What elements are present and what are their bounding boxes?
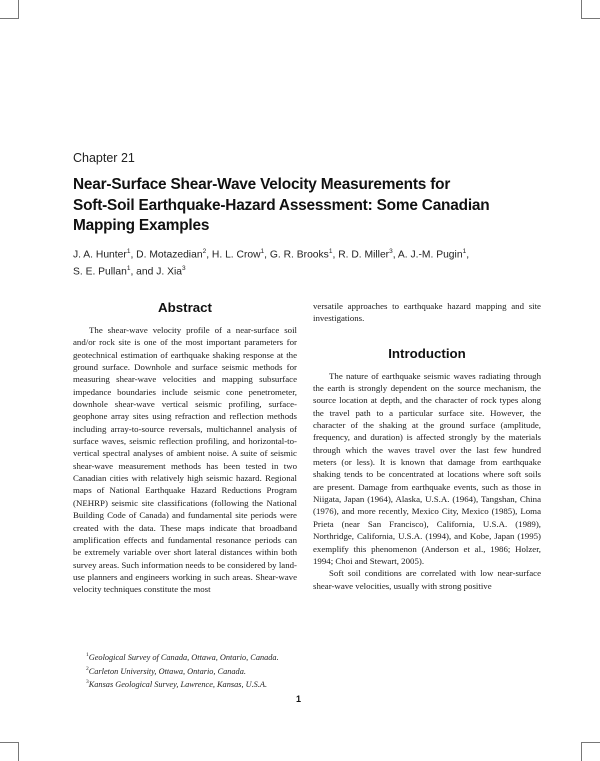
crop-mark-bottom-right <box>581 742 600 761</box>
crop-mark-top-right <box>581 0 600 19</box>
footnotes <box>86 650 279 691</box>
author-name: , and J. Xia <box>130 266 182 278</box>
left-column <box>73 300 297 596</box>
footnote-mark: 1 <box>86 652 89 658</box>
chapter-label: Chapter 21 <box>73 151 135 165</box>
author-name: S. E. Pullan <box>73 266 127 278</box>
footnote-text: Carleton University, Ottawa, Ontario, Canada. <box>88 666 246 676</box>
footnote <box>86 650 279 664</box>
footnote-mark: 2 <box>86 665 89 672</box>
crop-mark-top-left <box>0 0 19 19</box>
affiliation-mark: 1 <box>462 248 467 255</box>
footnote <box>86 664 279 678</box>
affiliation-mark: 3 <box>181 265 186 273</box>
affiliation-mark: 1 <box>260 248 265 255</box>
author-name: J. A. Hunter <box>73 249 127 261</box>
paper-title <box>73 175 493 237</box>
affiliation-mark: 2 <box>202 248 207 255</box>
footnote <box>86 677 279 691</box>
introduction-heading: Introduction <box>388 345 466 361</box>
author-name: , D. Motazedian <box>130 249 203 261</box>
page-number: 1 <box>296 694 302 704</box>
author-separator: , <box>466 249 470 261</box>
title-line-2: Soft-Soil Earthquake-Hazard Assessment: Some Canadian <box>73 196 490 214</box>
abstract-heading: Abstract <box>158 300 212 315</box>
right-column <box>313 300 541 592</box>
affiliation-mark: 1 <box>126 248 131 255</box>
footnote-text: Geological Survey of Canada, Ottawa, Ontario, Canada. <box>88 652 279 662</box>
author-name: , A. J.-M. Pugin <box>392 249 463 261</box>
footnote-text: Kansas Geological Survey, Lawrence, Kansas, U.S.A. <box>88 679 268 689</box>
abstract-paragraph-continued: versatile approaches to earthquake hazard mapping and site investigations. <box>313 301 541 324</box>
introduction-paragraph-1: The nature of earthquake seismic waves radiating through the earth is strongly dependent on the source mechanism, the source location at depth, and the character of rock types along the travel path to a particular surface site. However, the character of the shaking at the ground surface (amplitude, frequency, and duration) is affected strongly by the materials through which the waves travel over the last few hundred meters (or less). It is known that damage from earthquake shaking tends to be concentrated at locations where soft soils are present. Damage from earthquake events, such as those in Niigata, Japan (1964), Alaska, U.S.A. (1964), Tangshan, China (1976), and more recently, Mexico City, Mexico (1985), Loma Prieta (near San Francisco), California, U.S.A. (1989), Northridge, California, U.S.A. (1994), and Kobe, Japan (1995) exemplify this phenomenon (Anderson et al., 1986; Holzer, 1994; Choi and Stewart, 2005). <box>313 370 541 566</box>
author-name: , R. D. Miller <box>332 249 390 261</box>
affiliation-mark: 1 <box>126 265 131 273</box>
title-line-3: Mapping Examples <box>73 217 210 234</box>
author-list <box>73 245 553 280</box>
author-name: , H. L. Crow <box>206 249 261 261</box>
introduction-paragraph-2: Soft soil conditions are correlated with low near-surface shear-wave velocities, usually with strong positive <box>313 568 541 591</box>
affiliation-mark: 1 <box>328 248 333 255</box>
footnote-mark: 3 <box>86 679 89 686</box>
title-line-1: Near-Surface Shear-Wave Velocity Measurements for <box>73 176 451 193</box>
author-name: , G. R. Brooks <box>264 249 329 261</box>
affiliation-mark: 3 <box>389 248 393 255</box>
crop-mark-bottom-left <box>0 742 19 761</box>
abstract-paragraph: The shear-wave velocity profile of a near-surface soil and/or rock site is one of the most important parameters for geotechnical estimation of earthquake shaking response at the ground surface. Downhole and surface seismic methods for measuring shear-wave velocities and mapping subsurface impedance boundaries include seismic cone penetrometer, downhole shear-wave vertical seismic profiling, surface-geophone array sites using refraction and reflection methods including array-to-source reversals, multichannel analysis of surface waves, seismic reflection profiling, and horizontal-to-vertical spectral analyses of ambient noise. A suite of seismic shear-wave measurement methods has been tested in two Canadian cities with relatively high seismic hazard. Regional maps of National Earthquake Hazard Reductions Program (NEHRP) seismic site classifications (following the National Building Code of Canada) and fundamental site periods were created with the data. These maps indicate that broadband amplification effects and fundamental resonance periods can be extremely variable over short lateral distances within both survey areas. Such information needs to be considered by land-use planners and engineers working in such areas. Shear-wave velocity techniques constitute the most <box>73 325 297 595</box>
